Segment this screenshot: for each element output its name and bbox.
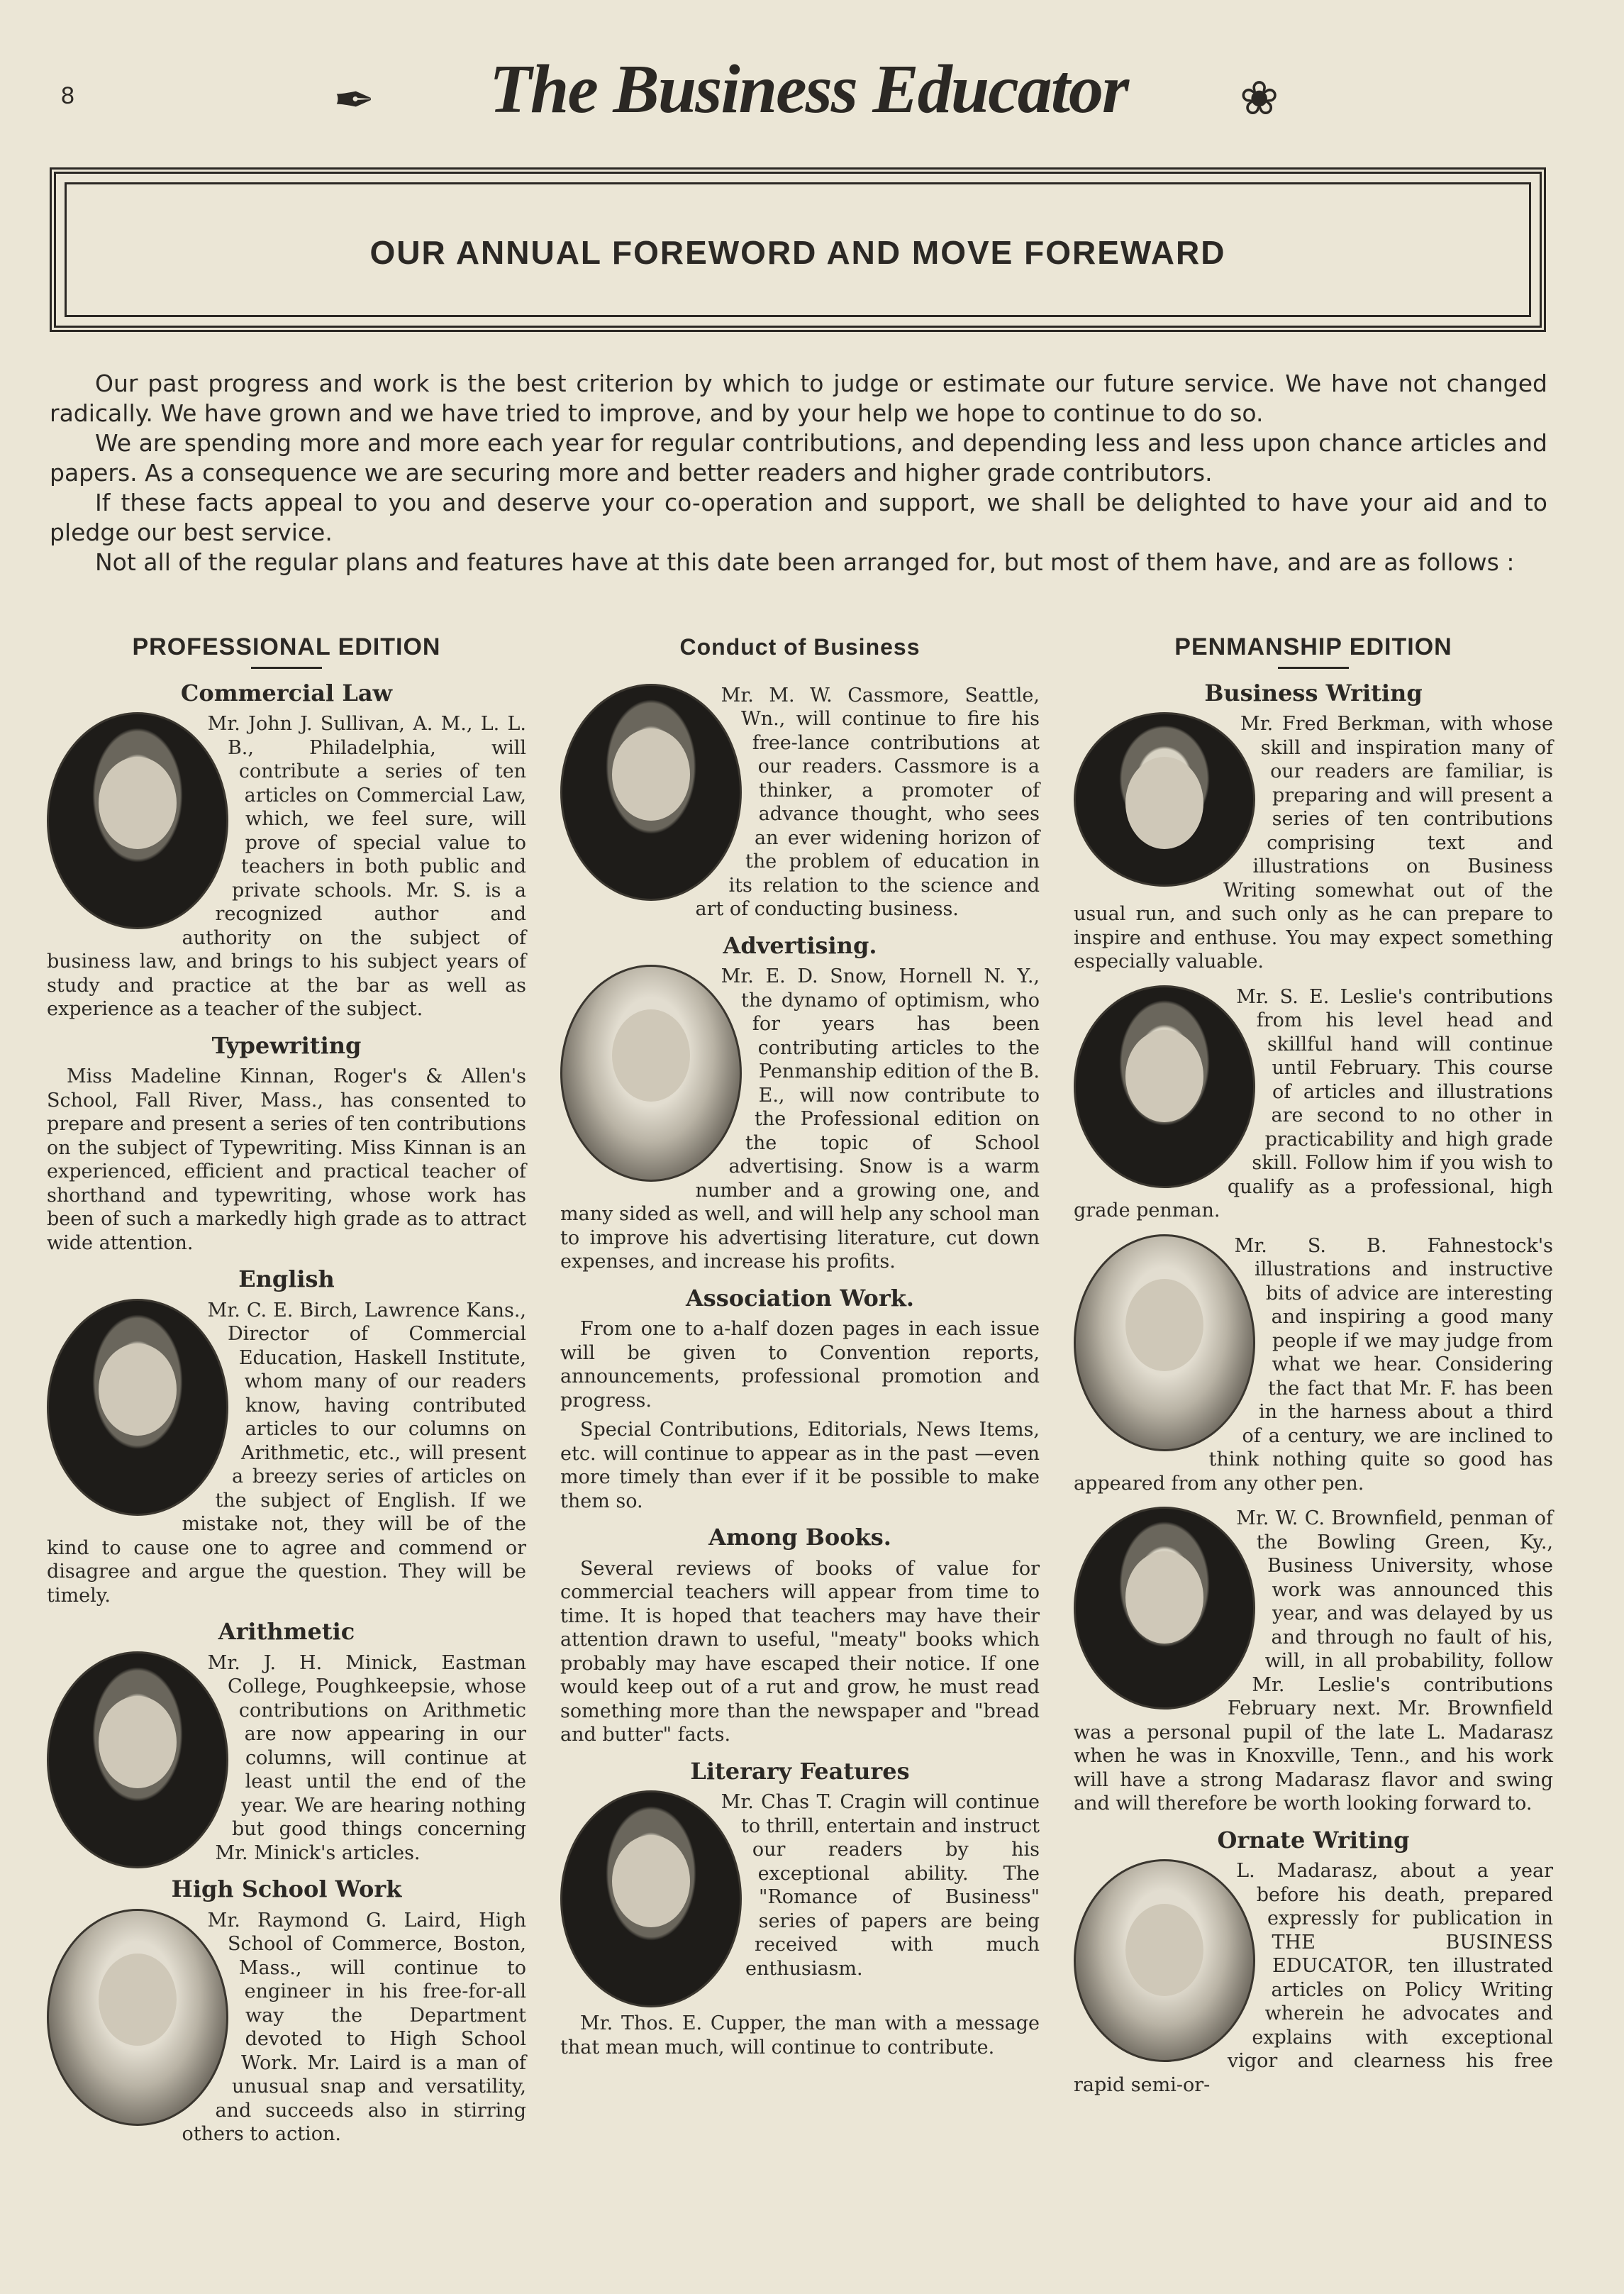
bee-icon: ❀ <box>1240 71 1279 126</box>
section-text: Miss Madeline Kinnan, Roger's & Allen's School, Fall River, Mass., has consented to prepare and present a series of ten contributions on the subject of Typewriting. Miss Kinnan is an experienced, efficient and practical teacher of shorthand and typewriting, whose work has been of such a markedly high grade as to attract wide attention. <box>47 1065 526 1254</box>
section-title: Arithmetic <box>218 1618 355 1645</box>
section-title: Literary Features <box>690 1757 910 1785</box>
quill-icon: ✒ <box>333 71 375 129</box>
column-professional <box>47 633 526 2152</box>
portrait-image <box>47 1909 228 2126</box>
portrait-image <box>1074 1507 1255 1710</box>
intro-paragraph: We are spending more and more each year for regular contributions, and depending less and less upon chance articles and papers. As a consequence we are securing more and better readers and higher grade contributors. <box>50 429 1547 487</box>
section-text: L. Madarasz, about a year before his death, prepared expressly for publication in THE BUSINESS EDUCATOR, ten illustrated articles on Policy Writing wherein he advocates and explains with exceptional vigor and clearness his free rapid semi-or- <box>1074 1860 1553 2096</box>
section-title: Business Writing <box>1204 679 1423 707</box>
section-text: Several reviews of books of value for commercial teachers will appear from time to time. It is hoped that teachers may have their attention drawn to useful, "meaty" books which probably may have escaped their notice. If one would keep out of a rut and grow, he must read something more than the newspaper and "bread and butter" facts. <box>560 1557 1040 1746</box>
section-text: Mr. C. E. Birch, Lawrence Kans., Director of Commercial Education, Haskell Institute, whom many of our readers know, having contributed articles to our columns on Arithmetic, etc., will present a breezy series of articles on the subject of English. If we mistake not, they will be of the kind to cause one to agree and commend or disagree and argue the question. They will be timely. <box>47 1299 526 1607</box>
section-title: Advertising. <box>723 931 877 959</box>
section-text: Mr. W. C. Brownfield, penman of the Bowling Green, Ky., Business University, whose work was announced this year, and was delayed by us and through no fault of his, will, in all probability, follow Mr. Leslie's contributions February next. Mr. Brownfield was a personal pupil of the late L. Madarasz when he was in Knoxville, Tenn., and his work will have a strong Madarasz flavor and swing and will therefore be worth looking forward to. <box>1074 1507 1553 1814</box>
section-title: High School Work <box>171 1875 402 1902</box>
section-text: Special Contributions, Editorials, News Items, etc. will continue to appear as in the past —even more timely than ever if it be possible to make them so. <box>560 1419 1040 1512</box>
section-text: Mr. Thos. E. Cupper, the man with a message that mean much, will continue to contribute. <box>560 2012 1040 2058</box>
portrait-image <box>1074 712 1255 887</box>
section-text: Mr. John J. Sullivan, A. M., L. L. B., Philadelphia, will contribute a series of ten articles on Commercial Law, which, we feel sure, will prove of special value to teachers in both public and private schools. Mr. S. is a recognized author and authority on the subject of business law, and brings to his subject years of study and practice at the bar as well as experience as a teacher of the subject. <box>47 713 526 1020</box>
headline: OUR ANNUAL FOREWORD AND MOVE FOREWARD <box>369 234 1226 271</box>
section-title: Conduct of Business <box>679 634 921 660</box>
section-text: Mr. S. E. Leslie's contributions from his level head and skillful hand will continue until February. This course of articles and illustrations are second to no other in practicability and high grade skill. Follow him if you wish to qualify as a professional, high grade penman. <box>1074 985 1553 1221</box>
masthead: The Business Educator <box>489 51 1128 128</box>
edition-heading: PROFESSIONAL EDITION <box>132 633 441 660</box>
section-title: Association Work. <box>685 1284 915 1312</box>
portrait-image <box>1074 985 1255 1188</box>
intro-paragraph: If these facts appeal to you and deserve your co-operation and support, we shall be delighted to have your aid and to pledge our best service. <box>50 489 1547 546</box>
portrait-image <box>560 1790 742 2007</box>
section-title: Typewriting <box>211 1031 362 1059</box>
section-text: Mr. S. B. Fahnestock's illustrations and instructive bits of advice are interesting and inspiring a good many people if we may judge from what we hear. Considering the fact that Mr. F. has been in the harness about a third of a century, we are inclined to think nothing quite so good has appeared from any other pen. <box>1074 1234 1553 1495</box>
section-text: Mr. Raymond G. Laird, High School of Commerce, Boston, Mass., will continue to engineer in his free-for-all way the Department devoted to High School Work. Mr. Laird is a man of unusual snap and versatility, and succeeds also in stirring others to action. <box>182 1909 526 2145</box>
portrait-image <box>47 1299 228 1516</box>
portrait-image <box>1074 1234 1255 1451</box>
portrait-image <box>47 1651 228 1868</box>
divider <box>251 667 322 669</box>
column-middle <box>560 636 1040 2065</box>
portrait-image <box>560 965 742 1182</box>
section-title: English <box>238 1265 335 1292</box>
divider <box>1278 667 1349 669</box>
portrait-image <box>560 684 742 901</box>
section-text: Mr. M. W. Cassmore, Seattle, Wn., will continue to fire his free-lance contributions at our readers. Cassmore is a thinker, a promoter of advance thought, who sees an ever widening horizon of the problem of education in its relation to the science and art of conducting business. <box>695 684 1040 920</box>
page-number: 8 <box>61 82 74 109</box>
section-text: Mr. Chas T. Cragin will continue to thrill, entertain and instruct our readers by his exceptional ability. The "Romance of Business" series of papers are being received with much enthusiasm. <box>721 1791 1040 1980</box>
section-title: Commercial Law <box>180 679 393 707</box>
headline-frame <box>50 167 1546 332</box>
intro-paragraph: Our past progress and work is the best criterion by which to judge or estimate our future service. We have not changed radically. We have grown and we have tried to improve, and by your help we hope to continue to do so. <box>50 370 1547 427</box>
section-text: Mr. Fred Berkman, with whose skill and inspiration many of our readers are familiar, is preparing and will present a series of ten contributions comprising text and illustrations on Business Writing somewhat out of the usual run, and such only as he can prepare to inspire and enthuse. You may expect something especially valuable. <box>1074 713 1553 973</box>
portrait-image <box>1074 1859 1255 2062</box>
section-title: Ornate Writing <box>1217 1826 1410 1854</box>
edition-heading: PENMANSHIP EDITION <box>1174 633 1452 660</box>
section-text: From one to a-half dozen pages in each issue will be given to Convention reports, announcements, professional promotion and progress. <box>560 1318 1040 1412</box>
section-text: Mr. J. H. Minick, Eastman College, Poughkeepsie, whose contributions on Arithmetic are now appearing in our columns, will continue at least until the end of the year. We are hearing nothing but good things concerning Mr. Minick's articles. <box>207 1651 526 1864</box>
intro-paragraph: Not all of the regular plans and features have at this date been arranged for, but most of them have, and are as follows : <box>95 548 1515 576</box>
intro <box>50 369 1547 577</box>
section-title: Among Books. <box>708 1524 891 1551</box>
column-penmanship <box>1074 633 1553 2102</box>
portrait-image <box>47 712 228 929</box>
section-text: Mr. E. D. Snow, Hornell N. Y., the dynamo of optimism, who for years has been contributing articles to the Penmanship edition of the B. E., will now contribute to the Professional edition on the topic of School advertising. Snow is a warm number and a growing one, and many sided as well, and will help any school man to improve his advertising literature, cut down expenses, and increase his profits. <box>560 965 1040 1273</box>
